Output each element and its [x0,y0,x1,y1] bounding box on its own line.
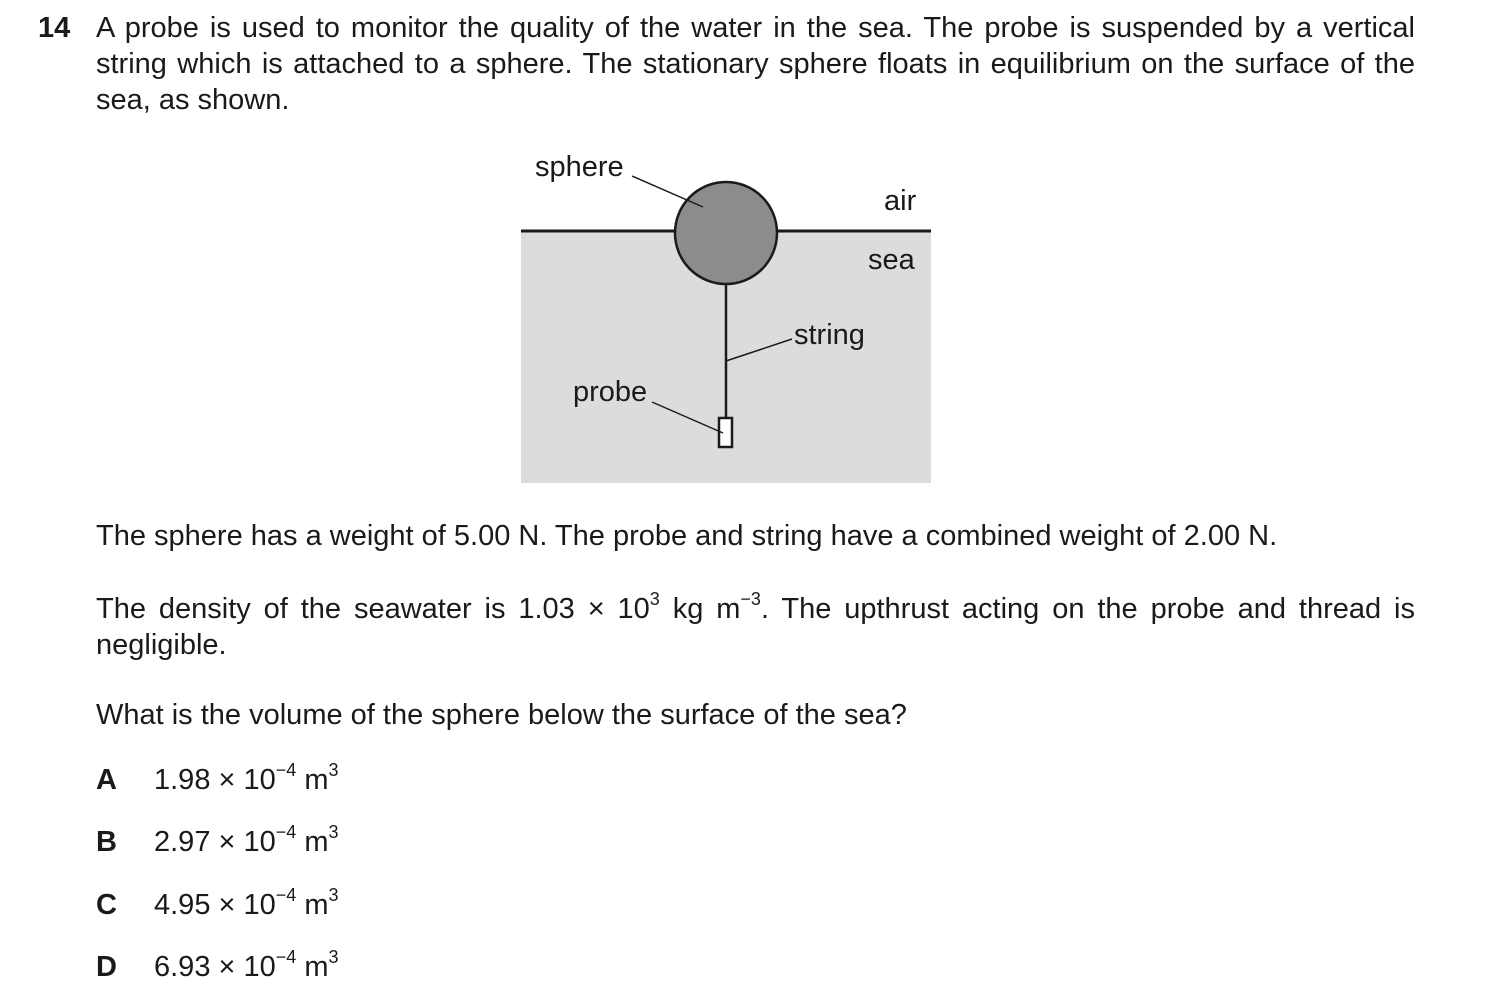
option-a[interactable] [96,760,339,800]
option-exponent: −4 [275,947,297,967]
option-unit: m [296,951,329,983]
option-mantissa: 2.97 × 10 [154,826,276,858]
option-unit: m [296,889,329,921]
density-text-mid: kg m [659,593,741,625]
option-c[interactable] [96,885,339,925]
question-intro: A probe is used to monitor the quality of the water in the sea. The probe is suspended by a vertical string which is attached to a sphere. The stationary sphere floats in equilibrium on the surface of the sea, as shown. [96,12,1415,116]
density-exponent-1: 3 [649,589,660,609]
option-unit: m [296,764,329,796]
option-mantissa: 1.98 × 10 [154,764,276,796]
probe-label: probe [573,376,648,408]
option-d[interactable] [96,947,339,987]
density-text-before: The density of the seawater is 1.03 × 10 [96,593,650,625]
probe-diagram [500,140,960,500]
string-label: string [794,319,865,351]
option-unit-exponent: 3 [328,885,339,905]
option-exponent: −4 [275,822,297,842]
density-exponent-2: −3 [740,589,761,609]
option-unit: m [296,826,329,858]
sphere-shape [675,182,777,284]
option-b[interactable] [96,822,339,862]
option-exponent: −4 [275,885,297,905]
option-letter: D [96,951,117,983]
diagram-svg [500,140,960,500]
sphere-leader-line [632,176,703,207]
sphere-label: sphere [535,151,624,183]
option-letter: B [96,826,117,858]
option-unit-exponent: 3 [328,822,339,842]
option-letter: C [96,889,117,921]
option-mantissa: 6.93 × 10 [154,951,276,983]
question-prompt: What is the volume of the sphere below the surface of the sea? [96,699,907,731]
density-statement [96,591,1415,663]
option-unit-exponent: 3 [328,760,339,780]
sea-label: sea [868,244,915,276]
option-exponent: −4 [275,760,297,780]
option-unit-exponent: 3 [328,947,339,967]
weights-statement: The sphere has a weight of 5.00 N. The probe and string have a combined weight of 2.00 N. [96,520,1278,552]
option-letter: A [96,764,117,796]
density-text-after: . The upthrust acting on the probe and thread is negligible. [96,593,1415,661]
question-number: 14 [38,12,71,44]
option-mantissa: 4.95 × 10 [154,889,276,921]
air-label: air [884,185,917,217]
